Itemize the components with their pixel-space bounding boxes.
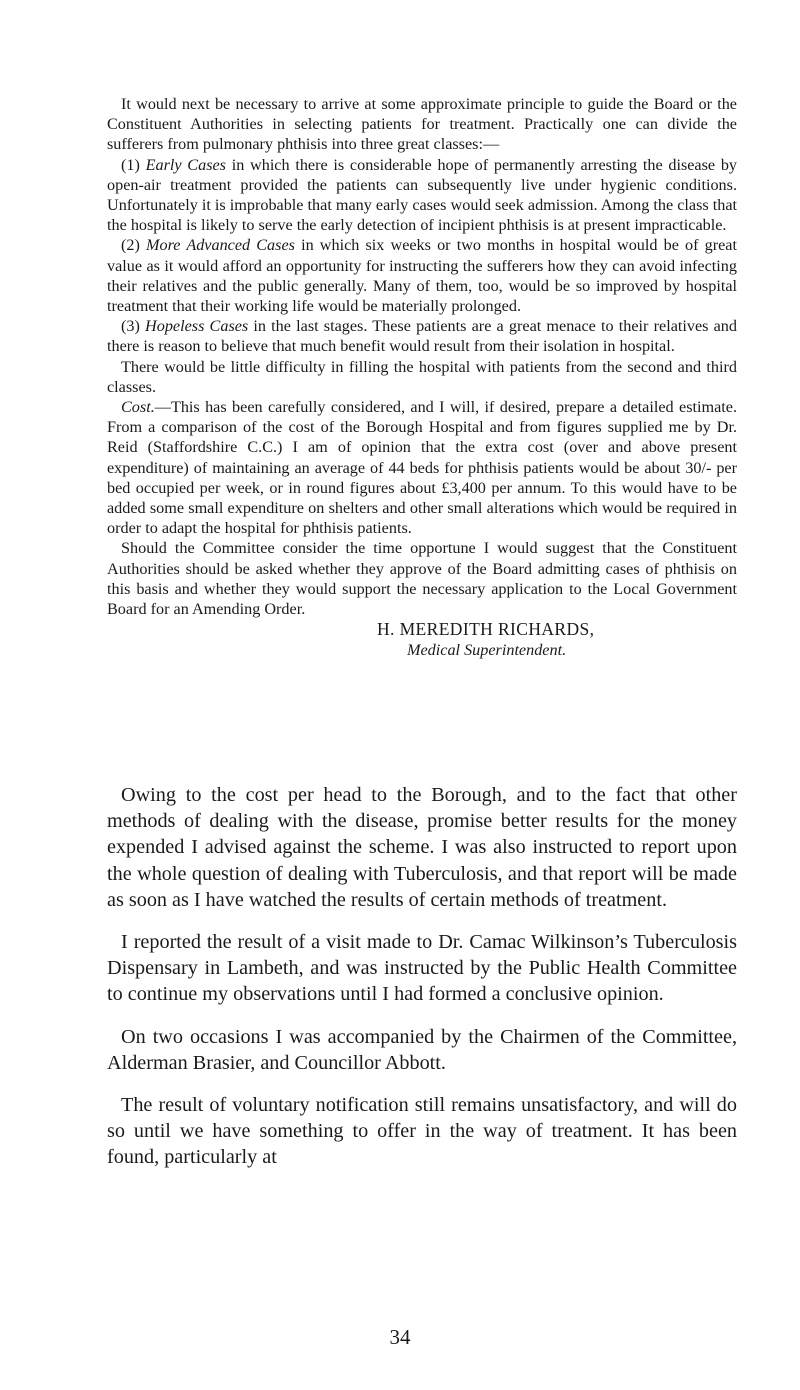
signature-name: H. MEREDITH RICHARDS, <box>377 619 595 640</box>
class-two-text: in which six weeks or two months in hospital would be of great value as it would afford an opportunity for instructing the sufferers how they can avoid infecting their relatives and the public generally. Many of them, too, would be so improved by hospital treatment that their working life would be materially prolonged. <box>107 236 737 316</box>
class-three-text: in the last stages. These patients are a great menace to their relatives and there is reason to believe that much benefit would result from their isolation in hospital. <box>107 317 737 356</box>
cost-heading: Cost. <box>121 398 155 417</box>
class-one-heading: Early Cases <box>145 155 226 174</box>
class-three-paragraph <box>107 316 737 356</box>
page-number: 34 <box>389 1325 411 1349</box>
class-three-number: (3) <box>121 317 146 336</box>
signature-title: Medical Superintendent. <box>407 641 567 660</box>
class-one-number: (1) <box>121 155 146 174</box>
cost-advice-paragraph: Owing to the cost per head to the Borough, and to the fact that other methods of dealing with the disease, promise better results for the money expended I advised against the scheme. I was also instructed to report upon the whole question of dealing with Tuberculosis, and that report will be made as soon as I have watched the results of certain methods of treatment. <box>107 784 737 911</box>
intro-paragraph: It would next be necessary to arrive at some approximate principle to guide the Board or the Constituent Authorities in selecting patients for treatment. Practically one can divide the sufferers from pulmonary phthisis into three great classes:— <box>107 95 737 154</box>
class-two-number: (2) <box>121 236 147 255</box>
report-extract <box>107 94 737 660</box>
accompanied-paragraph: On two occasions I was accompanied by the Chairmen of the Committee, Alderman Brasier, and Councillor Abbott. <box>107 1025 737 1074</box>
class-one-text: in which there is considerable hope of permanently arresting the disease by open-air treatment provided the patients can subsequently live under hygienic conditions. Unfortunately it is improbable that many early cases would seek admission. Among the class that the hospital is likely to serve the early detection of incipient phthisis is at present impracticable. <box>107 155 738 235</box>
class-two-heading: More Advanced Cases <box>146 236 295 255</box>
notification-paragraph: The result of voluntary notification still remains unsatisfactory, and will do so until we have something to offer in the way of treatment. It has been found, particularly at <box>107 1094 737 1169</box>
main-text <box>107 782 737 1187</box>
cost-text: —This has been carefully considered, and I will, if desired, prepare a detailed estimate. From a comparison of the cost of the Borough Hospital and from figures supplied me by Dr. Reid (Staffordshire C.C.) I am of opinion that the extra cost (over and above present expenditure) of maintaining an average of 44 beds for phthisis patients would be about 30/- per bed occupied per week, or in round figures about £3,400 per annum. To this would have to be added some small expenditure on shelters and other small alterations which would be required in order to adapt the hospital for phthisis patients. <box>107 398 737 538</box>
class-three-heading: Hopeless Cases <box>145 317 249 336</box>
second-third-paragraph: There would be little difficulty in filling the hospital with patients from the second and third classes. <box>107 357 737 396</box>
suggestion-paragraph: Should the Committee consider the time opportune I would suggest that the Constituent Authorities should be asked whether they approve of the Board admitting cases of phthisis on this basis and whether they would support the necessary application to the Local Government Board for an Amending Order. <box>107 539 737 619</box>
cost-paragraph <box>107 397 737 538</box>
class-two-paragraph <box>107 235 737 316</box>
class-one-paragraph <box>107 155 737 236</box>
dispensary-visit-paragraph: I reported the result of a visit made to Dr. Camac Wilkinson’s Tuberculosis Dispensary in Lambeth, and was instructed by the Public Health Committee to continue my observations until I had formed a conclusive opinion. <box>107 931 737 1006</box>
